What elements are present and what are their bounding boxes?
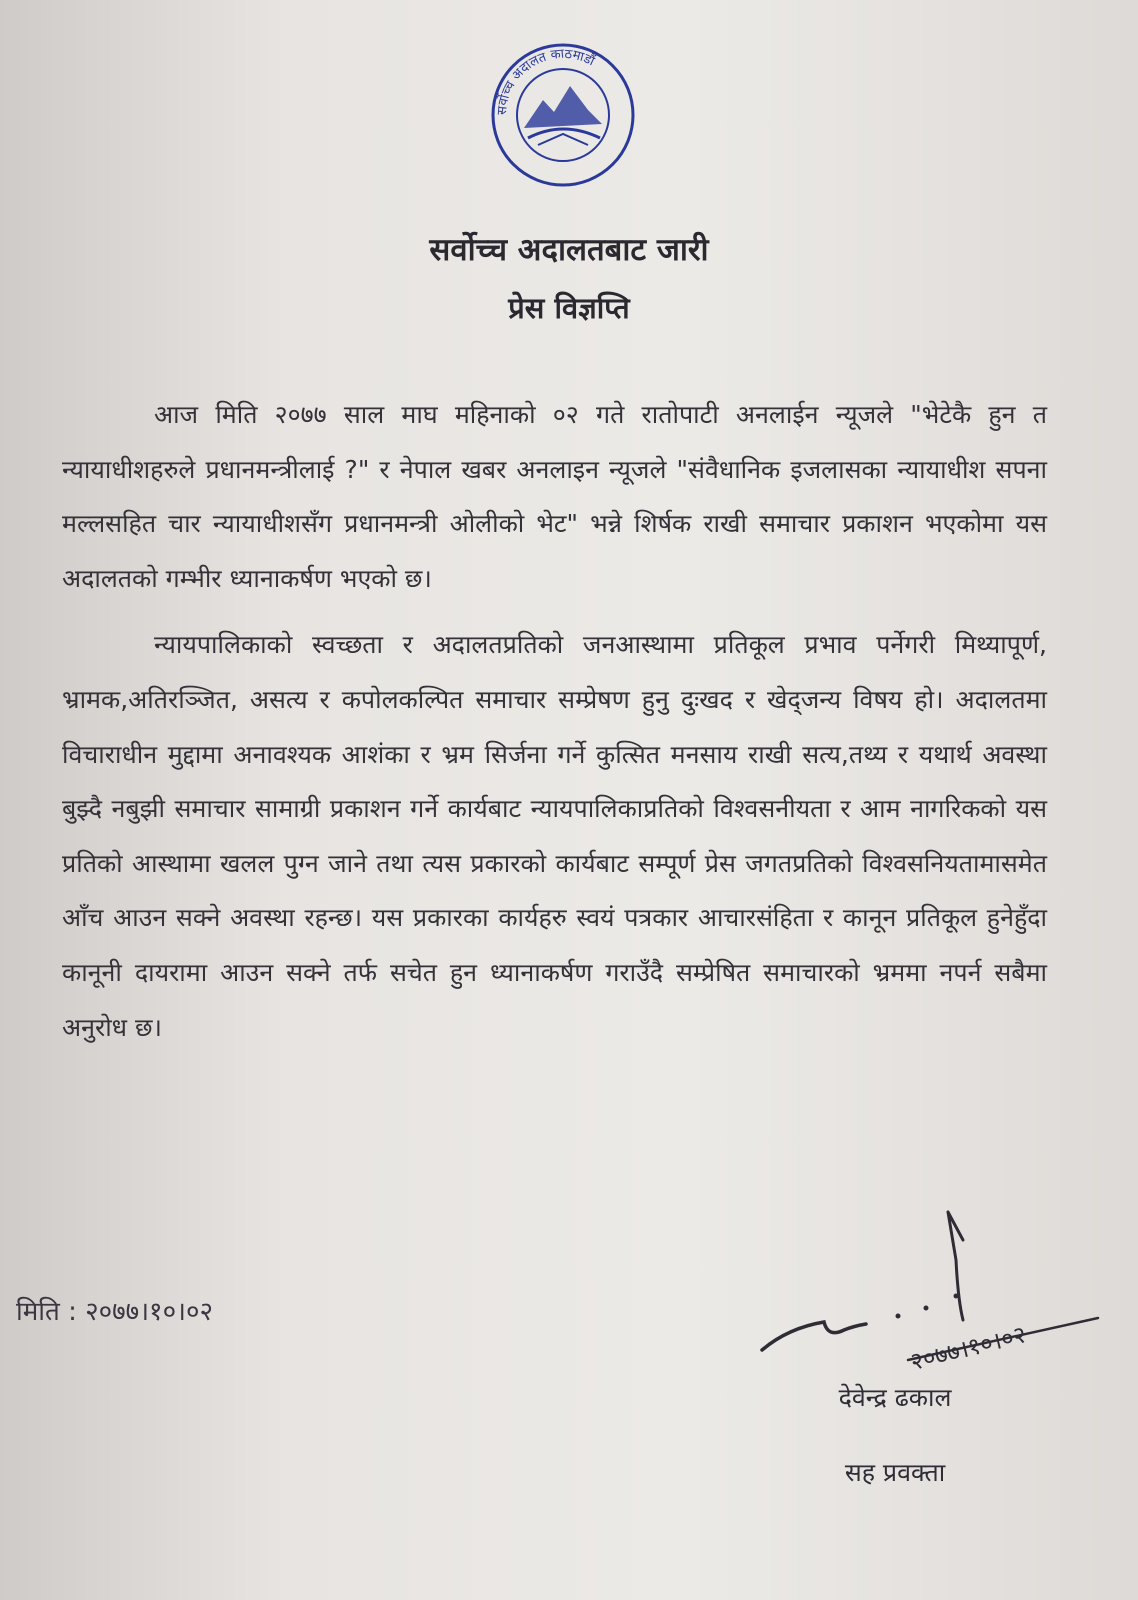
notice-paragraph-2: न्यायपालिकाको स्वच्छता र अदालतप्रतिको जनआस्थामा प्रतिकूल प्रभाव पर्नेगरी मिथ्यापूर्ण, भ्रामक,अतिरञ्जित, असत्य र कपोलकल्पित समाचार सम्प्रेषण हुनु दुःखद र खेद्जन्य विषय हो। अदालतमा विचाराधीन मुद्दामा अनावश्यक आशंका र भ्रम सिर्जना गर्ने कुत्सित मनसाय राखी सत्य,तथ्य र यथार्थ अवस्था बुझ्दै नबुझी समाचार सामाग्री प्रकाशन गर्ने कार्यबाट न्यायपालिकाप्रतिको विश्वसनीयता र आम नागरिकको यस प्रतिको आस्थामा खलल पुग्न जाने तथा त्यस प्रकारको कार्यबाट सम्पूर्ण प्रेस जगतप्रतिको विश्वसनियतामासमेत आँच आउन सक्ने अवस्था रहन्छ। यस प्रकारका कार्यहरु स्वयं पत्रकार आचारसंहिता र कानून प्रतिकूल हुनेहुँदा कानूनी दायरामा आउन सक्ने तर्फ सचेत हुन ध्यानाकर्षण गराउँदै सम्प्रेषित समाचारको भ्रममा नपर्न सबैमा अनुरोध छ। — [62, 630, 1047, 1042]
supreme-court-seal-icon — [488, 40, 638, 190]
notice-body — [62, 388, 1047, 1055]
handwritten-signature — [758, 1200, 1118, 1380]
signature-date: २०७७।१०।०२ — [907, 1320, 1029, 1377]
signer-name: देवेन्द्र ढकाल — [838, 1383, 952, 1412]
issue-date: मिति : २०७७।१०।०२ — [16, 1297, 213, 1327]
page-subtitle: प्रेस विज्ञप्ति — [508, 291, 630, 325]
page-title: सर्वोच्च अदालतबाट जारी — [429, 232, 709, 268]
signer-role: सह प्रवक्ता — [844, 1458, 946, 1487]
notice-paragraph-1: आज मिति २०७७ साल माघ महिनाको ०२ गते रातोपाटी अनलाईन न्यूजले "भेटेकै हुन त न्यायाधीशहरुले प्रधानमन्त्रीलाई ?" र नेपाल खबर अनलाइन न्यूजले "संवैधानिक इजलासका न्यायाधीश सपना मल्लसहित चार न्यायाधीशसँग प्रधानमन्त्री ओलीको भेट" भन्ने शिर्षक राखी समाचार प्रकाशन भएकोमा यस अदालतको गम्भीर ध्यानाकर्षण भएको छ। — [62, 400, 1047, 593]
seal-text: सर्वोच्च अदालत काठमाडौं — [494, 46, 597, 116]
